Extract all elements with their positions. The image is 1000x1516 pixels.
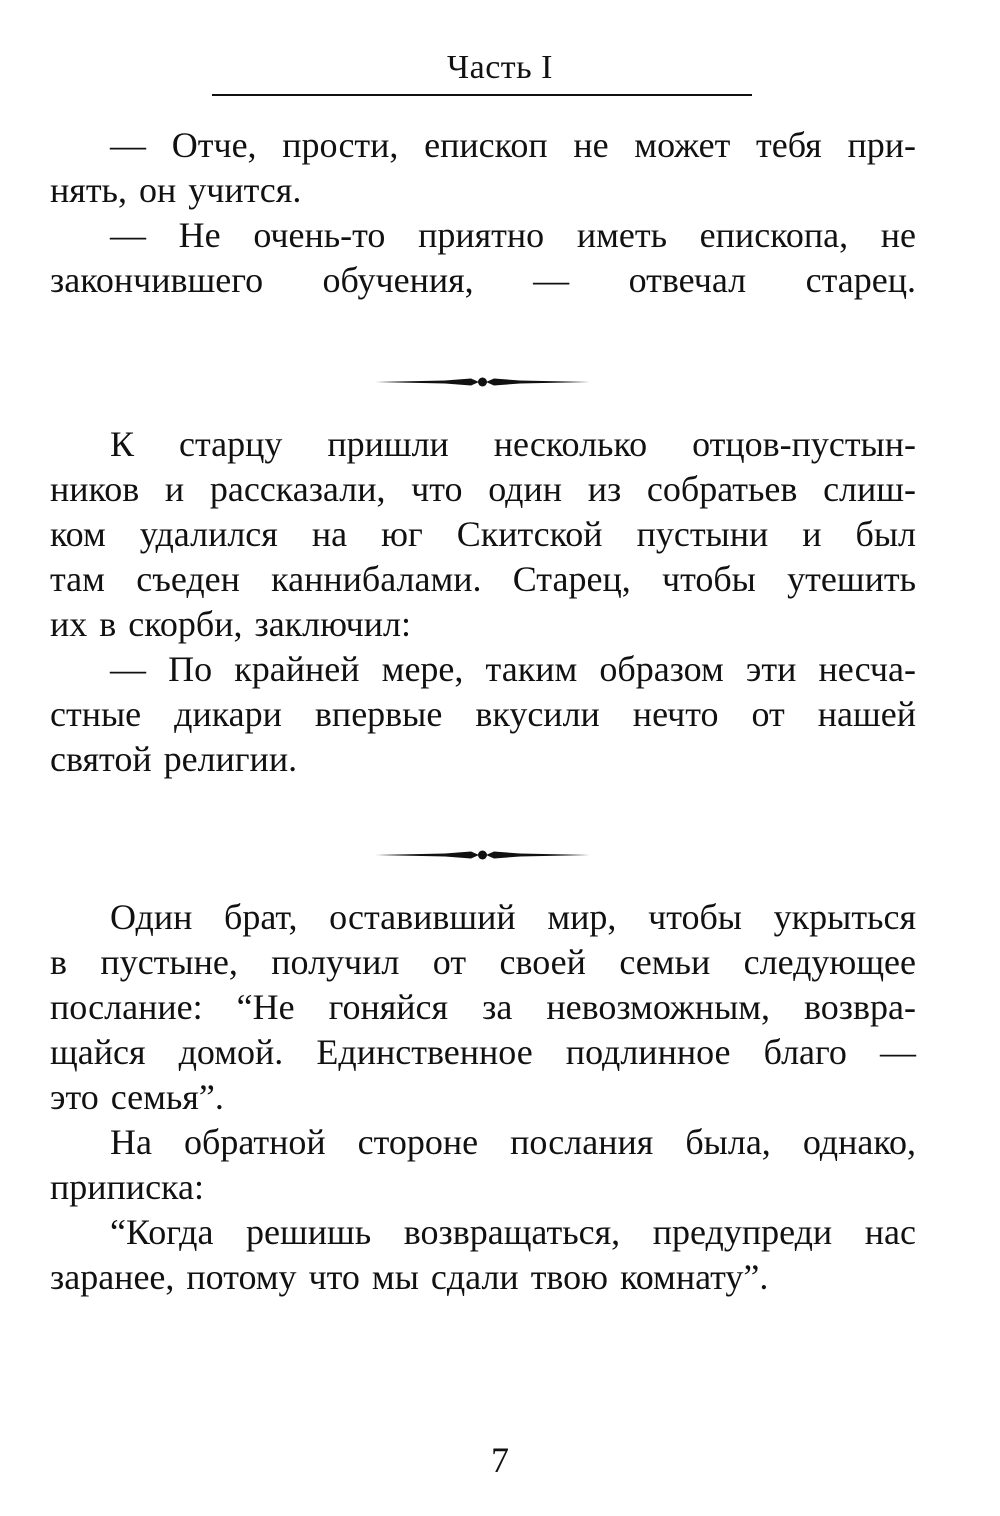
running-head: Часть I [447,49,553,86]
text-line: щайся домой. Единственное подлинное благо — [50,1032,916,1072]
text-line: К старцу пришли несколько отцов-пустын- [110,424,916,464]
text-line: нять, он учится. [50,170,302,210]
running-head-rule [212,94,752,96]
text-line: их в скорби, заключил: [50,604,412,644]
page-number: 7 [491,1440,509,1480]
text-line: — По крайней мере, таким образом эти несча- [110,649,916,689]
text-line: На обратной стороне послания была, однако, [110,1122,916,1162]
text-line: Один брат, оставивший мир, чтобы укрыться [110,897,916,937]
text-line: стные дикари впервые вкусили нечто от нашей [50,694,916,734]
section-divider-ornament [375,375,590,389]
text-line: ников и рассказали, что один из собратьев слиш- [50,469,916,509]
text-line: ком удалился на юг Скитской пустыни и был [50,514,916,554]
text-line: там съеден каннибалами. Старец, чтобы утешить [50,559,916,599]
text-line: закончившего обучения, — отвечал старец. [50,260,916,300]
text-section-1 [50,123,916,303]
text-line: приписка: [50,1167,204,1207]
text-section-3 [50,895,916,1300]
text-line: это семья”. [50,1077,224,1117]
text-line: — Отче, прости, епископ не может тебя при- [110,125,916,165]
text-line: — Не очень-то приятно иметь епископа, не [110,215,916,255]
text-line: святой религии. [50,739,298,779]
text-line: “Когда решишь возвращаться, предупреди нас [110,1212,916,1252]
text-line: в пустыне, получил от своей семьи следующее [50,942,916,982]
text-section-2 [50,422,916,782]
section-divider-ornament [375,848,590,862]
text-line: заранее, потому что мы сдали твою комнату”. [50,1257,769,1297]
text-line: послание: “Не гоняйся за невозможным, возвра- [50,987,916,1027]
